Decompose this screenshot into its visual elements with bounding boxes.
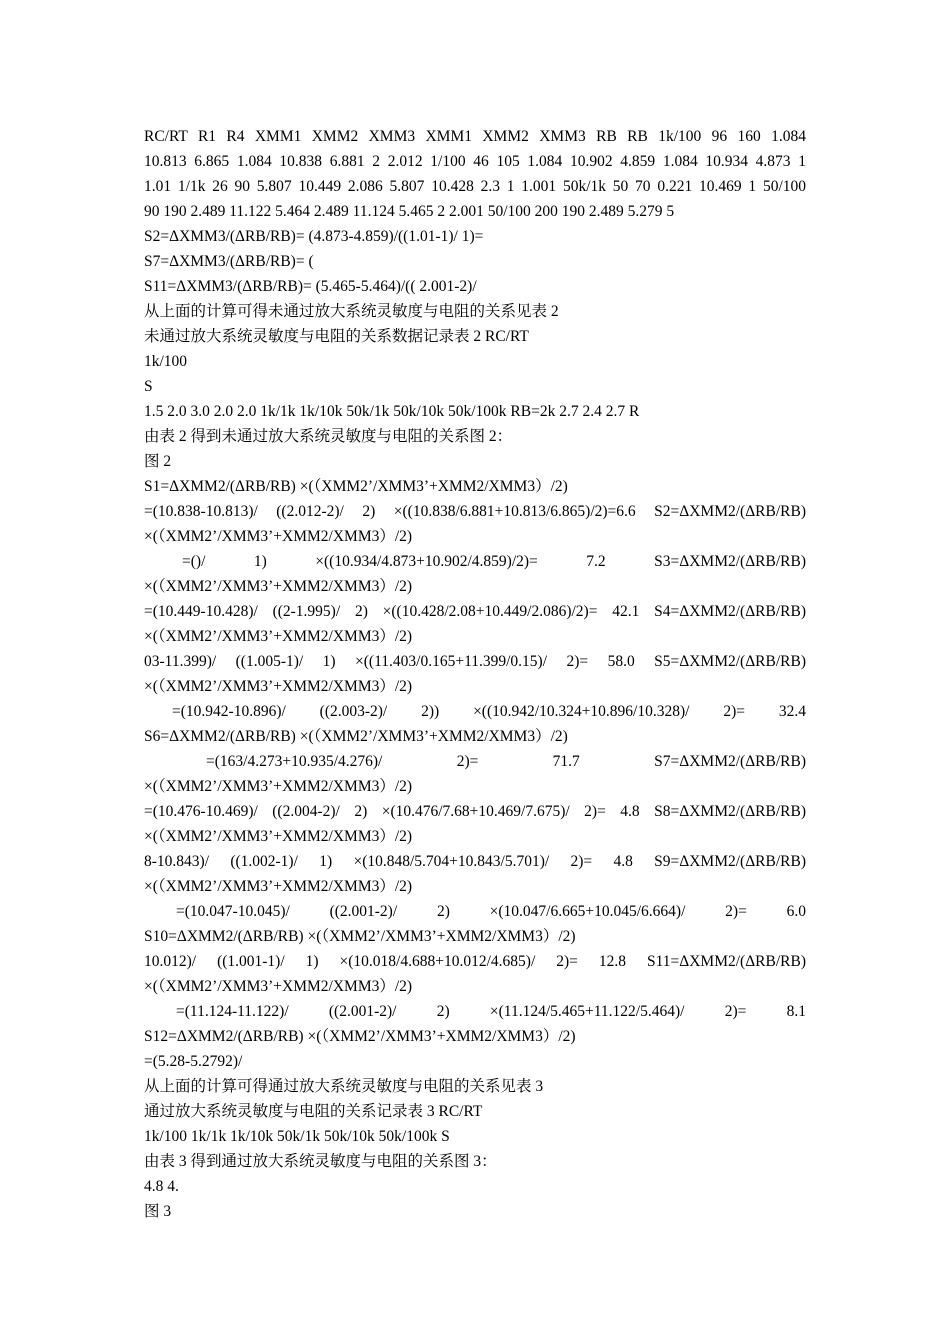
text-line: RC/RT R1 R4 XMM1 XMM2 XMM3 XMM1 XMM2 XMM3 RB RB 1k/100 96 160 1.084 (144, 128, 806, 145)
text-line: ×(（XMM2’/XMM3’+XMM2/XMM3）/2) (144, 878, 413, 895)
text-line: 未通过放大系统灵敏度与电阻的关系数据记录表 2 RC/RT (144, 328, 529, 345)
text-line: S11=ΔXMM3/(ΔRB/RB)= (5.465-5.464)/(( 2.001-2)/ (144, 278, 477, 295)
text-line: =(10.047-10.045)/ ((2.001-2)/ 2) ×(10.047/6.665+10.045/6.664)/ 2)= 6.0 (176, 903, 806, 920)
text-line: =(10.942-10.896)/ ((2.003-2)/ 2)) ×((10.942/10.324+10.896/10.328)/ 2)= 32.4 (172, 703, 806, 720)
text-line: 1.5 2.0 3.0 2.0 2.0 1k/1k 1k/10k 50k/1k 50k/10k 50k/100k RB=2k 2.7 2.4 2.7 R (144, 403, 640, 420)
text-line: S1=ΔXMM2/(ΔRB/RB) ×(（XMM2’/XMM3’+XMM2/XMM3）/2) (144, 478, 568, 495)
figure-caption: 图 3 (144, 1203, 172, 1220)
text-line: =(163/4.273+10.935/4.276)/ 2)= 71.7 S7=ΔXMM2/(ΔRB/RB) (206, 753, 806, 770)
text-line: ×(（XMM2’/XMM3’+XMM2/XMM3）/2) (144, 778, 413, 795)
text-line: 03-11.399)/ ((1.005-1)/ 1) ×((11.403/0.165+11.399/0.15)/ 2)= 58.0 S5=ΔXMM2/(ΔRB/RB) (144, 653, 806, 670)
text-line: 通过放大系统灵敏度与电阻的关系记录表 3 RC/RT (144, 1103, 483, 1120)
text-line: ×(（XMM2’/XMM3’+XMM2/XMM3）/2) (144, 528, 413, 545)
text-line: 1k/100 1k/1k 1k/10k 50k/1k 50k/10k 50k/100k S (144, 1128, 450, 1145)
text-line: 从上面的计算可得未通过放大系统灵敏度与电阻的关系见表 2 (144, 303, 559, 320)
text-line: 由表 2 得到未通过放大系统灵敏度与电阻的关系图 2： (144, 428, 513, 445)
text-line: S12=ΔXMM2/(ΔRB/RB) ×(（XMM2’/XMM3’+XMM2/XMM3）/2) (144, 1028, 576, 1045)
text-line: S7=ΔXMM3/(ΔRB/RB)= ( (144, 253, 314, 270)
text-line: 从上面的计算可得通过放大系统灵敏度与电阻的关系见表 3 (144, 1078, 544, 1095)
text-line: 10.813 6.865 1.084 10.838 6.881 2 2.012 1/100 46 105 1.084 10.902 4.859 1.084 10.934 4.873 1 (144, 153, 806, 170)
text-line: =(10.476-10.469)/ ((2.004-2)/ 2) ×(10.476/7.68+10.469/7.675)/ 2)= 4.8 S8=ΔXMM2/(ΔRB/RB) (144, 803, 806, 820)
text-line: 1k/100 (144, 353, 188, 370)
text-line: =(10.838-10.813)/ ((2.012-2)/ 2) ×((10.838/6.881+10.813/6.865)/2)=6.6 S2=ΔXMM2/(ΔRB/RB) (144, 503, 806, 520)
text-line: S6=ΔXMM2/(ΔRB/RB) ×(（XMM2’/XMM3’+XMM2/XMM3）/2) (144, 728, 568, 745)
text-line: S (144, 378, 153, 395)
text-line: ×(（XMM2’/XMM3’+XMM2/XMM3）/2) (144, 978, 413, 995)
text-line: ×(（XMM2’/XMM3’+XMM2/XMM3）/2) (144, 628, 413, 645)
text-line: =(11.124-11.122)/ ((2.001-2)/ 2) ×(11.124/5.465+11.122/5.464)/ 2)= 8.1 (176, 1003, 806, 1020)
text-line: S10=ΔXMM2/(ΔRB/RB) ×(（XMM2’/XMM3’+XMM2/XMM3）/2) (144, 928, 576, 945)
text-line: 1.01 1/1k 26 90 5.807 10.449 2.086 5.807 10.428 2.3 1 1.001 50k/1k 50 70 0.221 10.469 1 50/100 (144, 178, 806, 195)
text-line: =(10.449-10.428)/ ((2-1.995)/ 2) ×((10.428/2.08+10.449/2.086)/2)= 42.1 S4=ΔXMM2/(ΔRB/RB) (144, 603, 806, 620)
text-line: ×(（XMM2’/XMM3’+XMM2/XMM3）/2) (144, 828, 413, 845)
text-line: 4.8 4. (144, 1178, 179, 1195)
text-line: 由表 3 得到通过放大系统灵敏度与电阻的关系图 3： (144, 1153, 497, 1170)
figure-caption: 图 2 (144, 453, 172, 470)
text-line: ×(（XMM2’/XMM3’+XMM2/XMM3）/2) (144, 578, 413, 595)
text-line: 90 190 2.489 11.122 5.464 2.489 11.124 5.465 2 2.001 50/100 200 190 2.489 5.279 5 (144, 203, 675, 220)
text-line: =()/ 1) ×((10.934/4.873+10.902/4.859)/2)= 7.2 S3=ΔXMM2/(ΔRB/RB) (182, 553, 806, 570)
text-line: ×(（XMM2’/XMM3’+XMM2/XMM3）/2) (144, 678, 413, 695)
text-line: 10.012)/ ((1.001-1)/ 1) ×(10.018/4.688+10.012/4.685)/ 2)= 12.8 S11=ΔXMM2/(ΔRB/RB) (144, 953, 806, 970)
text-line: S2=ΔXMM3/(ΔRB/RB)= (4.873-4.859)/((1.01-1)/ 1)= (144, 228, 484, 245)
text-line: 8-10.843)/ ((1.002-1)/ 1) ×(10.848/5.704+10.843/5.701)/ 2)= 4.8 S9=ΔXMM2/(ΔRB/RB) (144, 853, 806, 870)
text-line: =(5.28-5.2792)/ (144, 1053, 243, 1070)
